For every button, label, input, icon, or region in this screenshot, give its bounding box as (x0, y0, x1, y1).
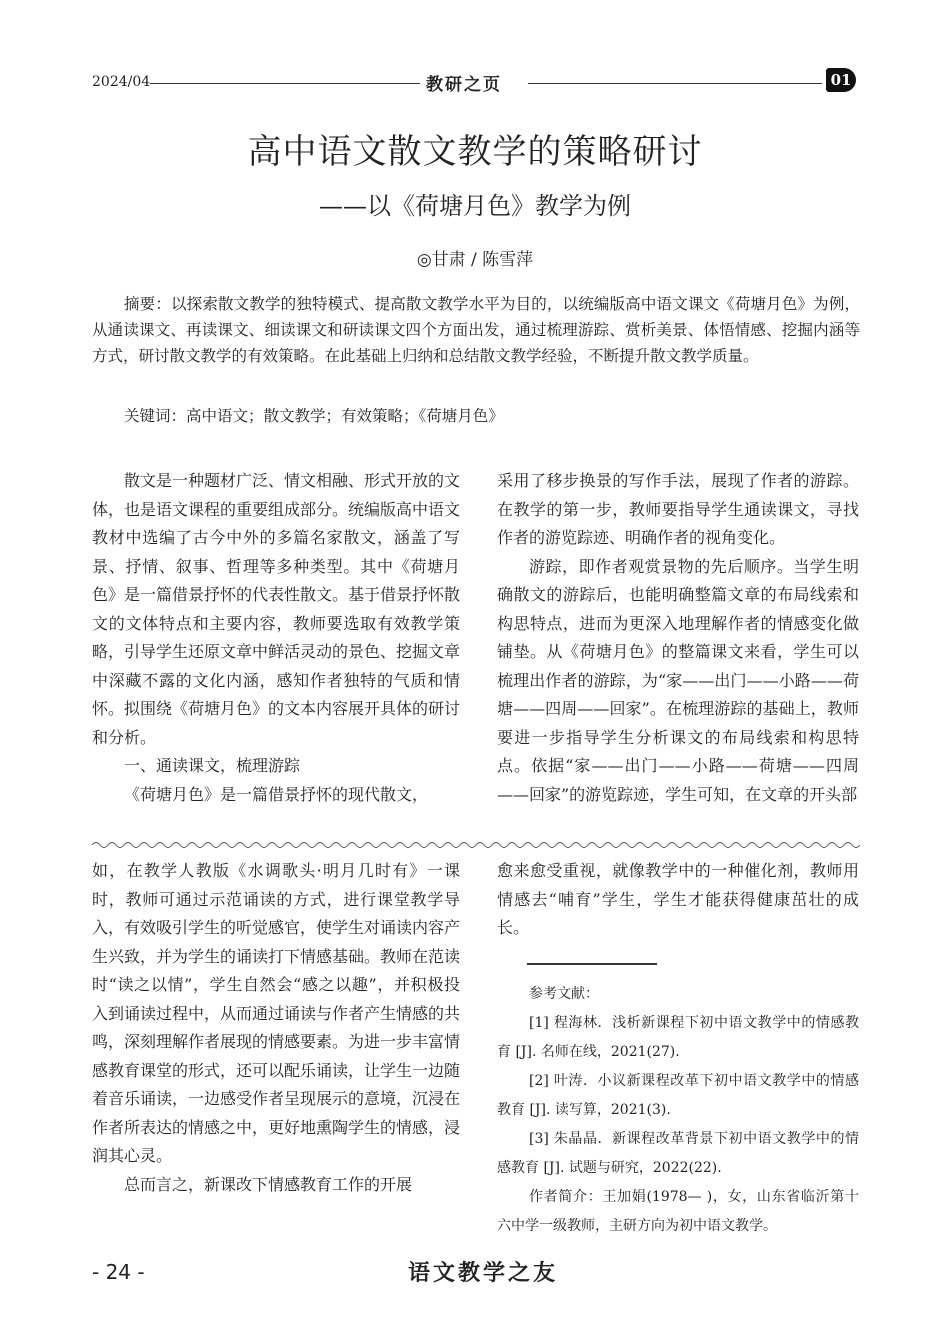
article-subtitle: ——以《荷塘月色》教学为例 (319, 192, 631, 220)
header-rule-left (150, 83, 420, 84)
paragraph: 愈来愈受重视，就像教学中的一种催化剂，教师用情感去“哺育”学生，学生才能获得健康茁壮的成长。 (497, 861, 859, 937)
header-rule-right (528, 83, 822, 84)
references-rule (527, 963, 657, 965)
author-line: ◎甘肃 / 陈雪萍 (416, 250, 534, 270)
paragraph: 总而言之，新课改下情感教育工作的开展 (124, 1174, 413, 1194)
abstract: 摘要：以探索散文教学的独特模式、提高散文教学水平为目的，以统编版高中语文课文《荷塘月色》为例，从通读课文、再读课文、细读课文和研读课文四个方面出发，通过梳理游踪、赏析美景、体悟情感、挖掘内涵等方式，研讨散文教学的有效策略。在此基础上归纳和总结散文教学经验，不断提升散文教学质量。 (92, 295, 860, 365)
references-heading: 参考文献： (529, 986, 599, 1002)
wavy-divider (92, 840, 860, 850)
keywords: 关键词：高中语文；散文教学；有效策略；《荷塘月色》 (124, 407, 504, 425)
reference-item: [3] 朱晶晶．新课程改革背景下初中语文教学中的情感教育 [J]. 试题与研究，2022(22). (497, 1131, 859, 1176)
paragraph: 游踪，即作者观赏景物的先后顺序。当学生明确散文的游踪后，也能明确整篇文章的布局线索和构思特点，进而为更深入地理解作者的情感变化做铺垫。从《荷塘月色》的整篇课文来看，学生可以梳理出作者的游踪，为“家——出门——小路——荷塘——四周——回家”。在梳理游踪的基础上，教师要进一步指导学生分析课文的布局线索和构思特点。依据“家——出门——小路——荷塘——四周——回家”的游览踪迹，学生可知，在文章的开头部 (497, 556, 859, 804)
reference-item: [1] 程海林．浅析新课程下初中语文教学中的情感教育 [J]. 名师在线，2021(27). (497, 1015, 859, 1060)
column-label: 教研之页 (426, 75, 502, 95)
references (497, 980, 859, 1241)
author-bio: 作者简介：王加娟(1978— )，女，山东省临沂第十六中学一级教师，主研方向为初中语文教学。 (497, 1189, 859, 1234)
section-heading: 一、通读课文，梳理游踪 (124, 756, 301, 775)
page-badge: 01 (826, 68, 856, 92)
column-left-top (92, 467, 460, 809)
paragraph: 采用了移步换景的写作手法，展现了作者的游踪。在教学的第一步，教师要指导学生通读课文，寻找作者的游览踪迹、明确作者的视角变化。 (497, 471, 859, 547)
column-right-bottom (497, 857, 859, 943)
journal-name: 语文教学之友 (408, 1260, 559, 1286)
paragraph: 散文是一种题材广泛、情文相融、形式开放的文体，也是语文课程的重要组成部分。统编版高中语文教材中选编了古今中外的多篇名家散文，涵盖了写景、抒情、叙事、哲理等多种类型。其中《荷塘月色》是一篇借景抒怀的代表性散文。基于借景抒怀散文的文体特点和主要内容，教师要选取有效教学策略，引导学生还原文章中鲜活灵动的景色、挖掘文章中深藏不露的文化内涵，感知作者独特的气质和情怀。拟围绕《荷塘月色》的文本内容展开具体的研讨和分析。 (92, 471, 461, 747)
issue-date: 2024/04 (92, 74, 151, 90)
paragraph: 如，在教学人教版《水调歌头·明月几时有》一课时，教师可通过示范诵读的方式，进行课堂教学导入，有效吸引学生的听觉感官，使学生对诵读内容产生兴致，并为学生的诵读打下情感基础。教师在范读时“读之以情”，学生自然会“感之以趣”，并积极投入到诵读过程中，从而通过诵读与作者产生情感的共鸣，深刻理解作者展现的情感要素。为进一步丰富情感教育课堂的形式，还可以配乐诵读，让学生一边随着音乐诵读，一边感受作者呈现展示的意境，沉浸在作者所表达的情感之中，更好地熏陶学生的情感，浸润其心灵。 (92, 861, 461, 1165)
column-right-top (497, 467, 859, 809)
article-title: 高中语文散文教学的策略研讨 (247, 132, 703, 172)
paragraph: 《荷塘月色》是一篇借景抒怀的现代散文， (124, 784, 429, 804)
column-left-bottom (92, 857, 460, 1199)
page-number: - 24 - (92, 1260, 145, 1284)
reference-item: [2] 叶涛．小议新课程改革下初中语文教学中的情感教育 [J]. 读写算，2021(3). (497, 1073, 859, 1118)
